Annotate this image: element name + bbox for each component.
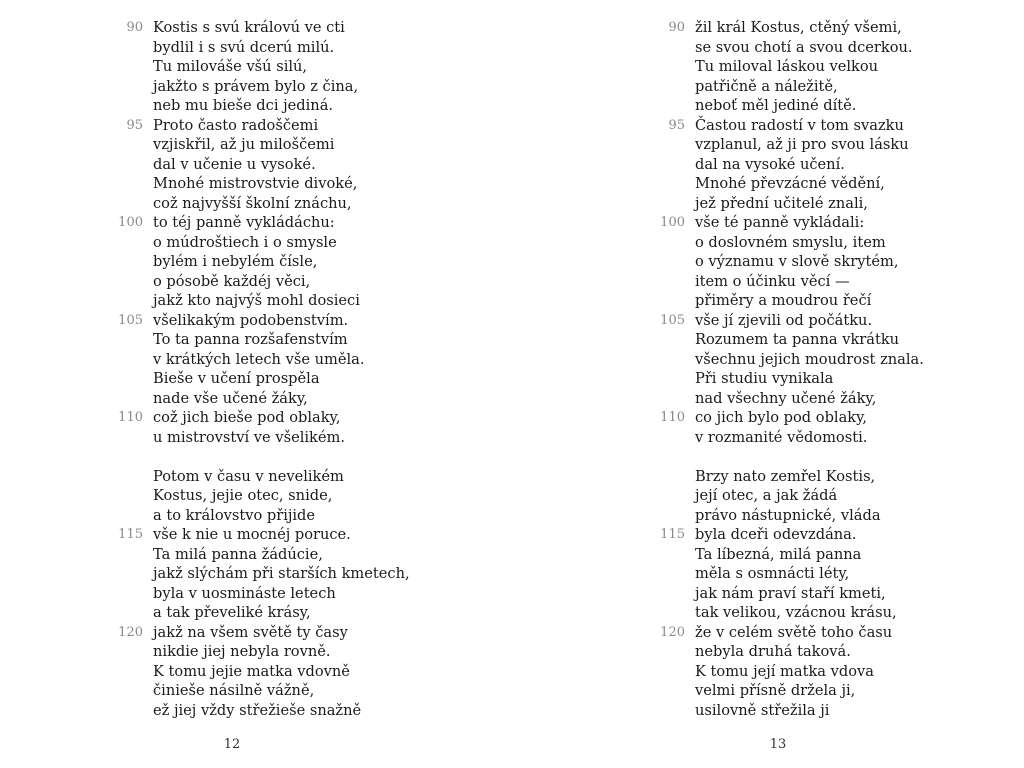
verse-text: vše té panně vykládali:: [695, 214, 865, 231]
verse-text: vše k nie u mocnéj poruce.: [153, 526, 351, 543]
verse-text: nikdie jiej nebyla rovně.: [153, 643, 331, 660]
verse-text: Při studiu vynikala: [695, 370, 834, 387]
verse-text: byla dceři odevzdána.: [695, 526, 857, 543]
verse-text: činieše násilně vážně,: [153, 682, 315, 699]
verse-text: vzjiskřil, až ju miloščemi: [153, 136, 335, 153]
verse-text: vzplanul, až ji pro svou lásku: [695, 136, 909, 153]
verse-text: to téj panně vykládáchu:: [153, 214, 335, 231]
line-number: 110: [118, 410, 143, 425]
verse-text: tak velikou, vzácnou krásu,: [695, 604, 897, 621]
verse-text: nebyla druhá taková.: [695, 643, 851, 660]
verse-text: K tomu její matka vdova: [695, 662, 874, 680]
verse-text: Tu milováše všú silú,: [153, 58, 308, 75]
verse-text: nade vše učené žáky,: [153, 389, 308, 407]
verse-text: přiměry a moudrou řečí: [695, 292, 872, 309]
verse-text: o významu v slově skrytém,: [695, 253, 899, 270]
verse-text: Proto často radoščemi: [153, 116, 319, 134]
verse-text: Rozumem ta panna vkrátku: [695, 331, 900, 348]
line-number: 120: [118, 624, 143, 640]
verse-text: jakž slýchám při starších kmetech,: [153, 565, 410, 582]
verse-text: item o účinku věcí —: [695, 272, 850, 290]
verse-text: o pósobě každéj věci,: [153, 272, 311, 290]
line-number: 100: [118, 215, 143, 230]
verse-text: Častou radostí v tom svazku: [695, 116, 904, 134]
page-number: 13: [769, 737, 787, 752]
verse-text: velmi přísně držela ji,: [695, 682, 856, 699]
line-number: 95: [668, 117, 685, 133]
verse-text: Kostus, jejie otec, snide,: [153, 487, 333, 504]
verse-text: To ta panna rozšafenstvím: [153, 331, 348, 348]
line-number: 110: [660, 410, 685, 425]
line-number: 100: [660, 215, 685, 230]
verse-text: všelikakým podobenstvím.: [153, 311, 349, 329]
verse-text: neb mu bieše dci jediná.: [153, 97, 334, 114]
verse-text: Kostis s svú královú ve cti: [153, 19, 345, 36]
verse-text: jakž na všem světě ty časy: [153, 623, 348, 641]
verse-text: ež jiej vždy střežieše snažně: [153, 701, 362, 719]
verse-text: jak nám praví staří kmeti,: [695, 584, 886, 602]
verse-text: Brzy nato zemřel Kostis,: [695, 467, 876, 485]
verse-text: právo nástupnické, vláda: [695, 506, 881, 524]
verse-text: o múdroštiech i o smysle: [153, 233, 337, 251]
verse-text: Ta milá panna žádúcie,: [153, 545, 323, 563]
verse-text: měla s osmnácti léty,: [695, 565, 850, 582]
verse-text: vše jí zjevili od počátku.: [695, 311, 873, 329]
verse-text: nad všechny učené žáky,: [695, 389, 877, 407]
verse-text: jakžto s právem bylo z čina,: [153, 77, 359, 95]
verse-text: dal na vysoké učení.: [695, 155, 845, 173]
verse-text: Ta líbezná, milá panna: [695, 545, 862, 563]
verse-text: v rozmanité vědomosti.: [695, 428, 868, 446]
verse-text: usilovně střežila ji: [695, 701, 830, 719]
verse-text: a to královstvo přijide: [153, 506, 316, 524]
verse-text: neboť měl jediné dítě.: [695, 97, 857, 114]
verse-text: jež přední učitelé znali,: [695, 194, 868, 212]
line-number: 90: [668, 20, 685, 35]
verse-text: Potom v času v nevelikém: [153, 467, 344, 485]
verse-text: a tak převeliké krásy,: [153, 604, 311, 621]
verse-text: její otec, a jak žádá: [695, 487, 838, 504]
verse-text: o doslovném smyslu, item: [695, 233, 886, 251]
line-number: 90: [126, 20, 143, 35]
verse-text: v krátkých letech vše uměla.: [153, 350, 365, 368]
verse-text: co jich bylo pod oblaky,: [695, 409, 868, 426]
line-number: 115: [118, 527, 143, 542]
verse-text: bydlil i s svú dcerú milú.: [153, 38, 335, 56]
line-number: 120: [660, 624, 685, 640]
verse-text: že v celém světě toho času: [695, 623, 893, 641]
verse-text: Bieše v učení prospěla: [153, 370, 320, 387]
line-number: 95: [126, 117, 143, 133]
verse-text: K tomu jejie matka vdovně: [153, 662, 350, 680]
verse-text: dal v učenie u vysoké.: [153, 155, 316, 173]
line-number: 105: [118, 312, 143, 328]
verse-text: jakž kto najvýš mohl dosieci: [153, 292, 360, 309]
line-number: 105: [660, 312, 685, 328]
verse-text: žil král Kostus, ctěný všemi,: [695, 19, 902, 36]
verse-text: Mnohé převzácné vědění,: [695, 175, 885, 192]
verse-text: Tu miloval láskou velkou: [695, 58, 879, 75]
verse-text: což jich bieše pod oblaky,: [153, 409, 341, 426]
verse-text: Mnohé mistrovstvie divoké,: [153, 175, 358, 192]
verse-text: byla v uosmináste letech: [153, 584, 336, 602]
line-number: 115: [660, 527, 685, 542]
verse-text: všechnu jejich moudrost znala.: [695, 350, 924, 368]
verse-text: patřičně a náležitě,: [695, 77, 838, 95]
right-page: [512, 0, 1024, 768]
verse-text: se svou chotí a svou dcerkou.: [695, 38, 913, 56]
page-number: 12: [223, 737, 241, 752]
verse-text: bylém i nebylém čísle,: [153, 253, 318, 270]
verse-text: což najvyšší školní znáchu,: [153, 194, 352, 212]
verse-text: u mistrovství ve všelikém.: [153, 428, 345, 446]
